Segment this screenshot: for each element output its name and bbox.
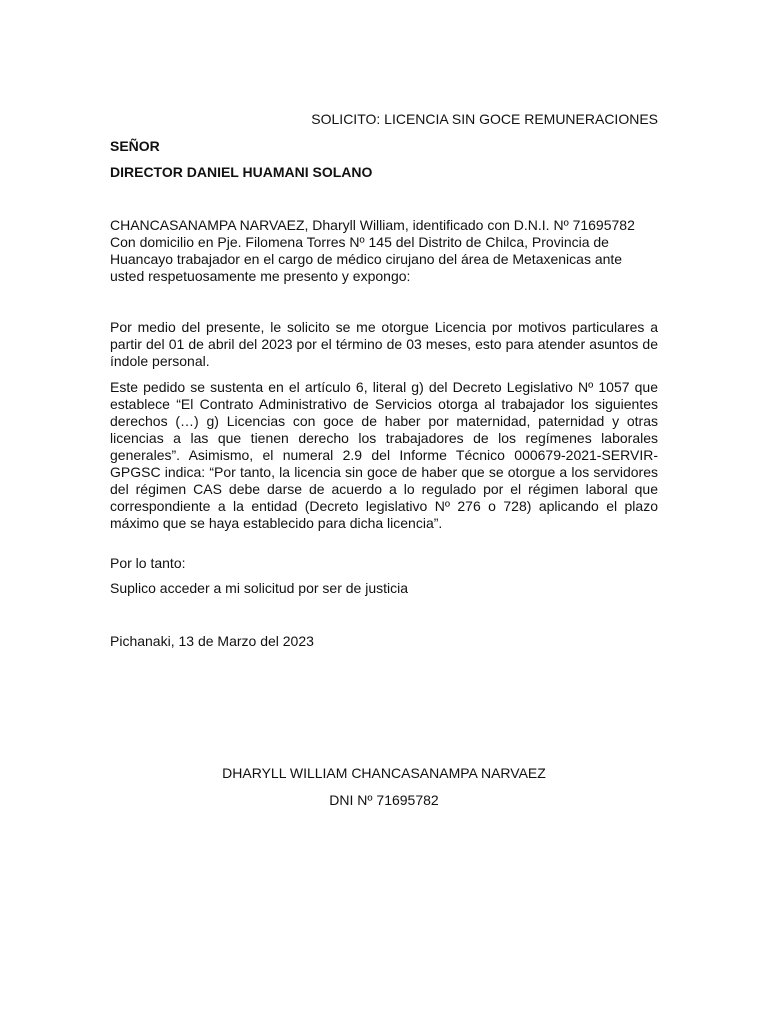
place-date: Pichanaki, 13 de Marzo del 2023 [110,633,314,649]
legal-basis-paragraph: Este pedido se sustenta en el artículo 6, literal g) del Decreto Legislativo Nº 1057 que establece “El Contrato Administrativo de Servicios otorga al trabajador los siguientes derechos (…) g) Licencias con goce de haber por maternidad, paternidad y otras licencias a las que tienen derecho los trabajadores de los regímenes laborales generales”. Asimismo, el numeral 2.9 del Informe Técnico 000679-2021-SERVIR-GPGSC indica: “Por tanto, la licencia sin goce de haber que se otorgue a los servidores del régimen CAS debe darse de acuerdo a lo regulado por el régimen laboral que correspondiente a la entidad (Decreto legislativo Nº 276 o 728) aplicando el plazo máximo que se haya establecido para dicha licencia”. [110,379,658,531]
closing-intro: Por lo tanto: [110,555,186,571]
signatory-name: DHARYLL WILLIAM CHANCASANAMPA NARVAEZ [222,765,546,781]
subject-line: SOLICITO: LICENCIA SIN GOCE REMUNERACIONES [311,111,658,127]
introduction-paragraph: CHANCASANAMPA NARVAEZ, Dharyll William, identificado con D.N.I. Nº 71695782 Con domicilio en Pje. Filomena Torres Nº 145 del Distrito de Chilca, Provincia de Huancayo trabajador en el cargo de médico cirujano del área de Metaxenicas ante usted respetuosamente me presento y expongo: [110,217,635,284]
salutation: SEÑOR [110,138,160,154]
request-paragraph: Por medio del presente, le solicito se me otorgue Licencia por motivos particulares a partir del 01 de abril del 2023 por el término de 03 meses, esto para atender asuntos de índole personal. [110,319,658,369]
closing-request: Suplico acceder a mi solicitud por ser de justicia [110,580,409,596]
addressee: DIRECTOR DANIEL HUAMANI SOLANO [110,164,373,180]
signatory-id: DNI Nº 71695782 [329,792,439,808]
